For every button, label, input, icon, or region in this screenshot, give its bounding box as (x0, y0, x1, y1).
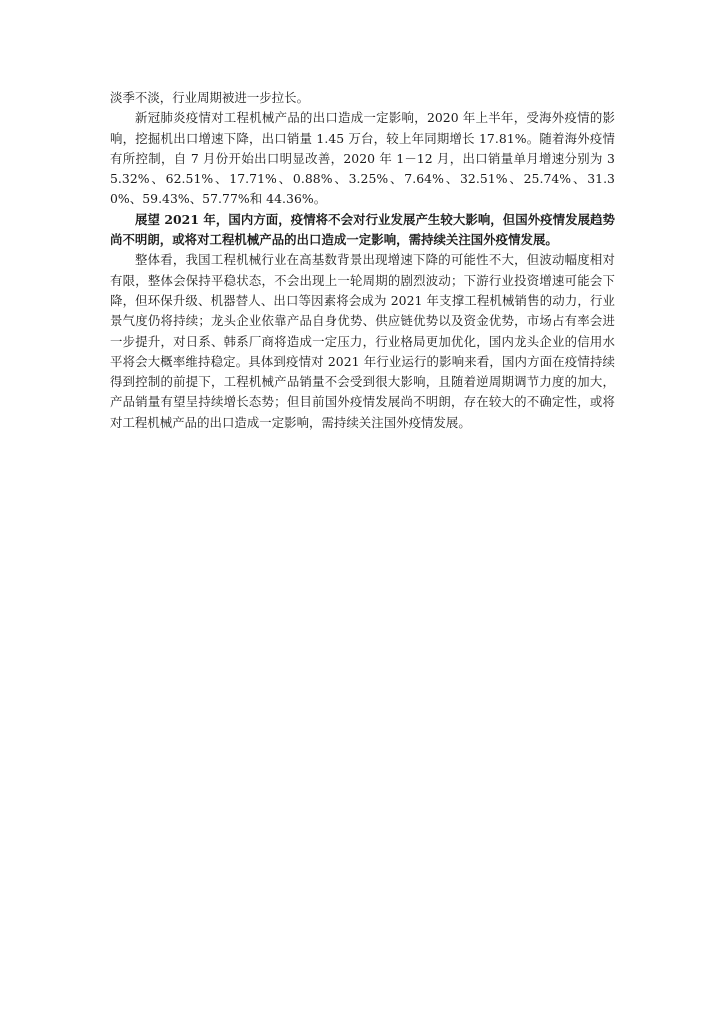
paragraph-outlook-2021: 展望 2021 年，国内方面，疫情将不会对行业发展产生较大影响，但国外疫情发展趋势尚不明朗，或将对工程机械产品的出口造成一定影响，需持续关注国外疫情发展。 (110, 211, 615, 248)
paragraph-overall-assessment: 整体看，我国工程机械行业在高基数背景出现增速下降的可能性不大，但波动幅度相对有限，整体会保持平稳状态，不会出现上一轮周期的剧烈波动；下游行业投资增速可能会下降，但环保升级、机器替人、出口等因素将会成为 2021 年支撑工程机械销售的动力，行业景气度仍将持续；龙头企业依靠产品自身优势、供应链优势以及资金优势，市场占有率会进一步提升，对日系、韩系厂商将造成一定压力，行业格局更加优化，国内龙头企业的信用水平将会大概率维持稳定。具体到疫情对 2021 年行业运行的影响来看，国内方面在疫情持续得到控制的前提下，工程机械产品销量不会受到很大影响，且随着逆周期调节力度的加大，产品销量有望呈持续增长态势；但目前国外疫情发展尚不明朗，存在较大的不确定性，或将对工程机械产品的出口造成一定影响，需持续关注国外疫情发展。 (110, 252, 615, 430)
paragraph-continuation: 淡季不淡，行业周期被进一步拉长。 (110, 90, 310, 105)
paragraph-export-impact: 新冠肺炎疫情对工程机械产品的出口造成一定影响，2020 年上半年，受海外疫情的影响，挖掘机出口增速下降，出口销量 1.45 万台，较上年同期增长 17.81%。随着海外疫情有所控制，自 7 月份开始出口明显改善，2020 年 1－12 月，出口销量单月增速分别为 35.32%、62.51%、17.71%、0.88%、3.25%、7.64%、32.51%、25.74%、31.30%、59.43%、57.77%和 44.36%。 (110, 110, 615, 207)
document-page (110, 88, 615, 433)
